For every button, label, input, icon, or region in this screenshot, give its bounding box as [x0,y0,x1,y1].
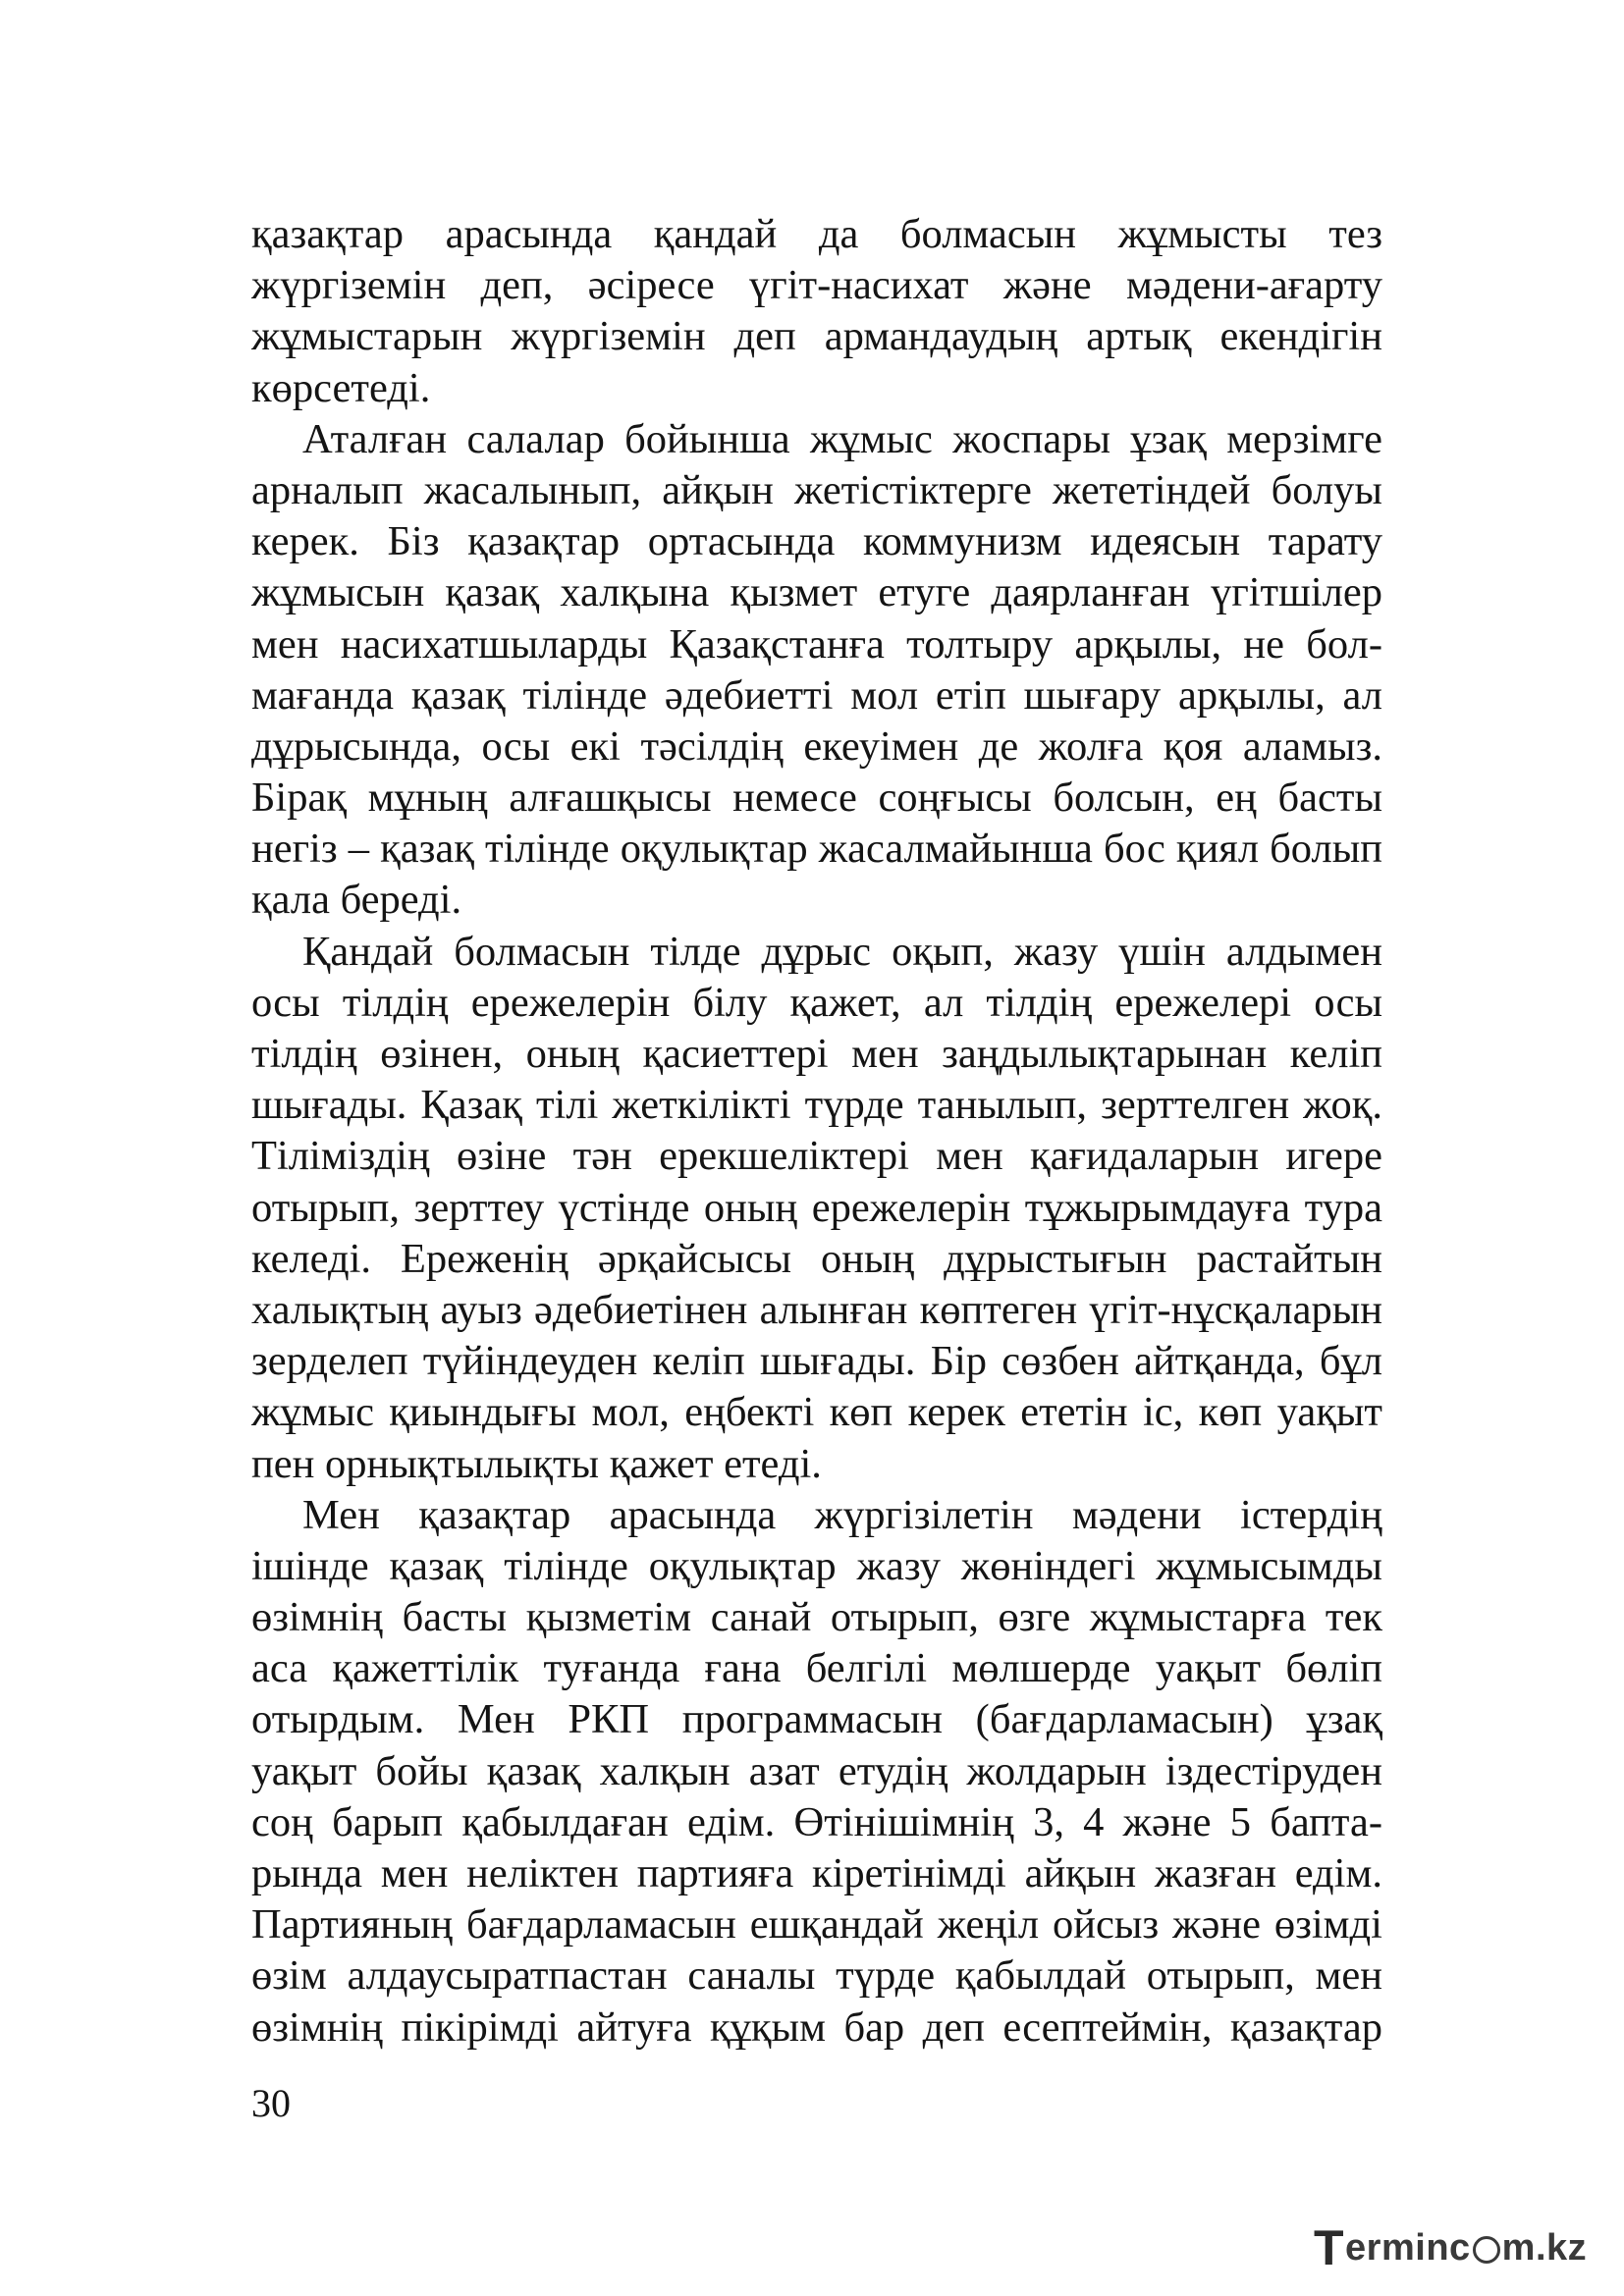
text-line: жүргіземін деп, әсіресе үгіт-насихат және мәдени-ағарту [251,262,1382,309]
text-line: жұмыстарын жүргіземін деп армандаудың артық екендігін [251,313,1382,360]
text-line: қала береді. [251,877,462,924]
text-line: мен насихатшыларды Қазақстанға толтыру арқылы, не бол- [251,620,1382,667]
text-line: Бірақ мұның алғашқысы немесе соңғысы болсын, ең басты [251,774,1382,822]
text-line: осы тілдің ережелерін білу қажет, ал тілдің ережелері осы [251,979,1382,1026]
text-line: Аталған салалар бойынша жұмыс жоспары ұзақ мерзімге [302,415,1382,462]
body-text [251,209,1382,2054]
text-line: пен орнықтылықты қажет етеді. [251,1440,822,1487]
text-line: Қандай болмасын тілде дұрыс оқып, жазу үшін алдымен [302,928,1382,975]
text-line: өзімнің басты қызметім санай отырып, өзге жұмыстарға тек [251,1594,1382,1641]
text-line: өзім алдаусыратпастан саналы түрде қабылдай отырып, мен [251,1952,1382,2000]
watermark-text-part2: m.kz [1501,2226,1588,2269]
magnifier-icon [1473,2236,1500,2264]
text-line: қазақтар арасында қандай да болмасын жұмысты тез [251,211,1382,257]
watermark-logo [1314,2220,1587,2275]
page-number: 30 [251,2081,291,2125]
text-line: уақыт бойы қазақ халқын азат етудің жолдарын іздестіруден [251,1747,1382,1794]
text-line: керек. Біз қазақтар ортасында коммунизм идеясын тарату [251,518,1382,565]
watermark-prefix: T [1314,2220,1345,2275]
watermark-text-part1: erminc [1345,2226,1471,2269]
text-line: ішінде қазақ тілінде оқулықтар жазу жөніндегі жұмысымды [251,1542,1382,1589]
text-line: дұрысында, осы екі тәсілдің екеуімен де жолға қоя аламыз. [251,722,1382,770]
text-line: келеді. Ереженің әрқайсысы оның дұрыстығын растайтын [251,1235,1382,1282]
text-line: тілдің өзінен, оның қасиеттері мен заңдылықтарынан келіп [251,1031,1382,1077]
text-line: зерделеп түйіндеуден келіп шығады. Бір сөзбен айтқанда, бұл [251,1338,1382,1385]
text-line: Мен қазақтар арасында жүргізілетін мәдени істердің [302,1491,1382,1538]
text-line: аса қажеттілік туғанда ғана белгілі мөлшерде уақыт бөліп [251,1645,1382,1692]
text-line: Партияның бағдарламасын ешқандай жеңіл ойсыз және өзімді [251,1901,1382,1949]
text-line: мағанда қазақ тілінде әдебиетті мол етіп шығару арқылы, ал [251,671,1382,719]
text-line: Тіліміздің өзіне тән ерекшеліктері мен қағидаларын игере [251,1133,1382,1180]
text-line: шығады. Қазақ тілі жеткілікті түрде танылып, зерттелген жоқ. [251,1082,1382,1129]
text-line: халықтың ауыз әдебиетінен алынған көптеген үгіт-нұсқаларын [251,1286,1382,1333]
text-line: негіз – қазақ тілінде оқулықтар жасалмайынша бос қиял болып [251,826,1382,873]
text-line: көрсетеді. [251,364,431,411]
text-line: соң барып қабылдаған едім. Өтінішімнің 3, 4 және 5 бапта- [251,1798,1382,1845]
text-line: отырып, зерттеу үстінде оның ережелерін тұжырымдауға тура [251,1184,1382,1231]
text-line: рында мен неліктен партияға кіретінімді айқын жазған едім. [251,1850,1382,1896]
text-line: отырдым. Мен РКП программасын (бағдарламасын) ұзақ [251,1696,1382,1743]
text-line: жұмыс қиындығы мол, еңбекті көп керек ететін іс, көп уақыт [251,1389,1382,1436]
text-line: жұмысын қазақ халқына қызмет етуге даярланған үгітшілер [251,569,1382,616]
text-line: өзімнің пікірімді айтуға құқым бар деп есептеймін, қазақтар [251,2003,1382,2051]
text-line: арналып жасалынып, айқын жетістіктерге жететіндей болуы [251,466,1382,513]
